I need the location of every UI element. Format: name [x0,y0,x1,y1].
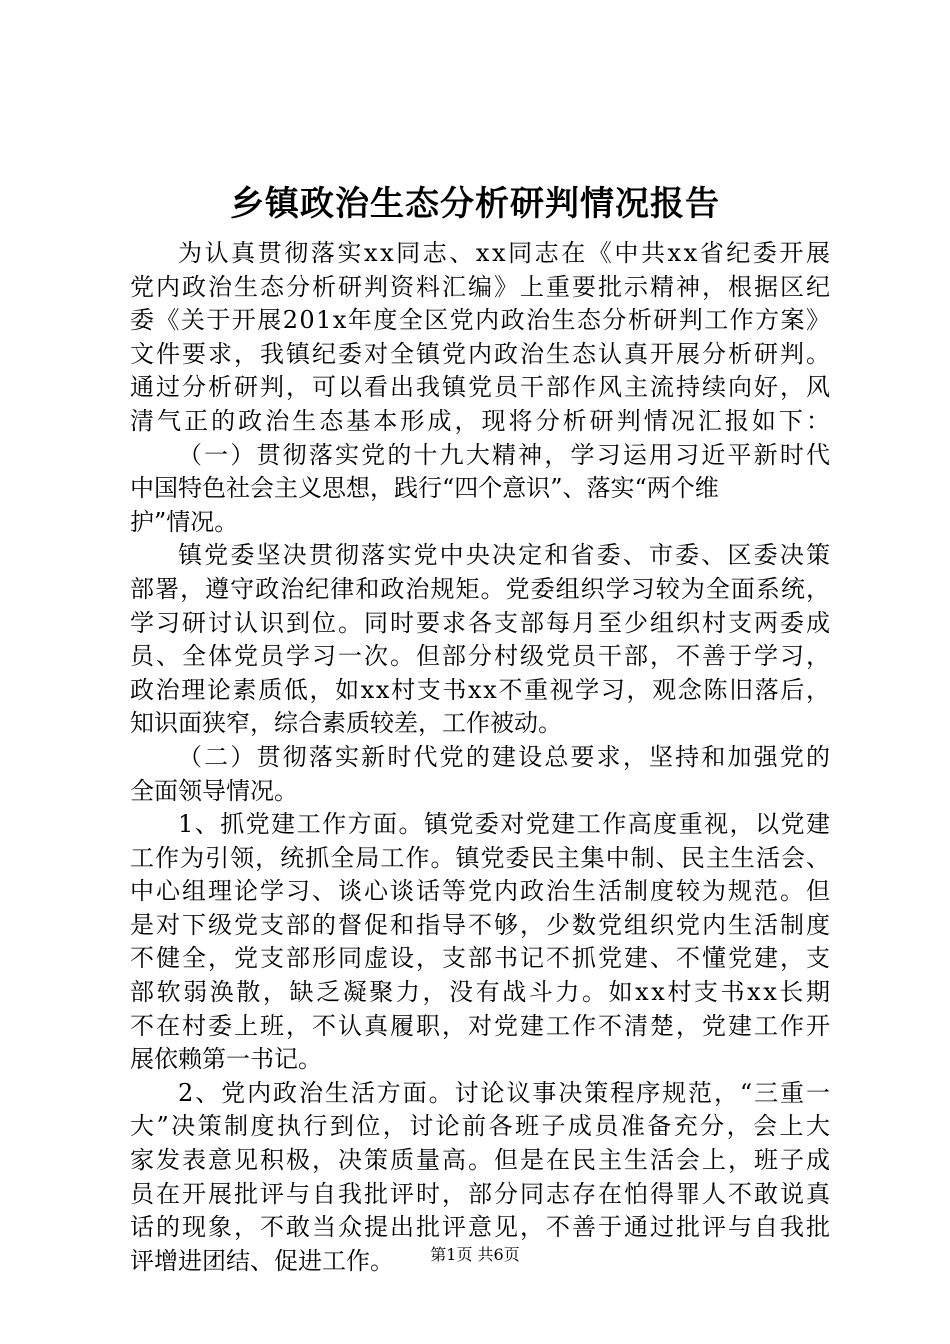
body-line-text: 通过分析研判，可以看出我镇党员干部作风主流持续向好，风 [130,373,832,402]
body-line-text: 镇党委坚决贯彻落实党中央决定和省委、市委、区委决策 [178,541,833,570]
body-line [130,271,830,305]
body-line-text: 1、抓党建工作方面。镇党委对党建工作高度重视，以党建 [178,810,832,839]
body-line [130,539,833,573]
body-line-text: （一）贯彻落实党的十九大精神，学习运用习近平新时代 [178,440,833,469]
body-line-text: 为认真贯彻落实xx同志、xx同志在《中共xx省纪委开展 [178,239,833,267]
body-line [130,1043,830,1077]
document-body [130,237,834,1278]
body-line-text: 评增进团结、促进工作。 [130,1246,394,1275]
body-line [130,1110,833,1144]
body-line [130,338,830,372]
body-line-text: 大”决策制度执行到位，讨论前各班子成员准备充分，会上大 [130,1112,833,1141]
body-line-text: （二）贯彻落实新时代党的建设总要求，坚持和加强党的 [178,742,833,771]
body-line-text: 清气正的政治生态基本形成，现将分析研判情况汇报如下： [130,406,834,435]
body-line-text: 知识面狭窄，综合素质较差，工作被动。 [130,709,562,738]
body-line-text: 员在开展批评与自我批评时，部分同志存在怕得罪人不敢说真 [130,1179,832,1208]
body-line [130,304,830,338]
body-line [130,808,830,842]
body-line-text: 家发表意见积极，决策质量高。但是在民主生活会上，班子成 [130,1146,832,1175]
body-line-text: 中心组理论学习、谈心谈话等党内政治生活制度较为规范。但 [130,877,832,906]
body-line [130,1211,830,1245]
body-line-text: 部署，遵守政治纪律和政治规矩。党委组织学习较为全面系统， [130,574,832,603]
body-line [130,237,833,271]
document-title: 乡镇政治生态分析研判情况报告 [230,184,720,224]
body-line [130,674,830,708]
body-line [130,875,830,909]
body-line-text: 中国特色社会主义思想，践行“四个意识”、落实“两个维 [130,474,719,503]
body-line-text: 不健全，党支部形同虚设，支部书记不抓党建、不懂党建，支 [130,944,832,973]
body-line-text: 员、全体党员学习一次。但部分村级党员干部，不善于学习， [130,642,832,671]
page-footer: 第1页 共6页 [430,1245,520,1264]
body-line [130,607,830,641]
body-line-text: 展依赖第一书记。 [130,1045,322,1074]
body-line-text: 不在村委上班，不认真履职，对党建工作不清楚，党建工作开 [130,1011,832,1040]
body-line [130,573,830,607]
body-line [130,741,833,775]
body-line-text: 党内政治生态分析研判资料汇编》上重要批示精神，根据区纪 [130,272,832,301]
body-line [130,640,830,674]
body-line [130,976,833,1010]
body-line-text: 护”情况。 [130,507,239,536]
body-line [130,1178,830,1212]
body-line [130,842,830,876]
body-line [130,405,834,439]
body-line-text: 工作为引领，统抓全局工作。镇党委民主集中制、民主生活会、 [130,843,832,872]
body-line [130,775,830,809]
body-line [130,371,830,405]
body-line-text: 文件要求，我镇纪委对全镇党内政治生态认真开展分析研判。 [130,339,832,368]
body-line [130,1077,830,1111]
body-line-text: 政治理论素质低，如xx村支书xx不重视学习，观念陈旧落后， [130,675,832,704]
body-line [130,1010,830,1044]
body-line [130,707,830,741]
body-line-text: 部软弱涣散，缺乏凝聚力，没有战斗力。如xx村支书xx长期 [130,978,833,1007]
body-line [130,942,830,976]
body-line [130,909,830,943]
body-line-text: 学习研讨认识到位。同时要求各支部每月至少组织村支两委成 [130,608,832,637]
body-line [130,1144,830,1178]
body-line-text: 2、党内政治生活方面。讨论议事决策程序规范，“三重一 [178,1078,832,1107]
body-line [130,472,830,506]
body-line-text: 是对下级党支部的督促和指导不够，少数党组织党内生活制度 [130,910,832,939]
body-line [130,506,830,540]
body-line-text: 全面领导情况。 [130,776,298,805]
body-line-text: 话的现象，不敢当众提出批评意见，不善于通过批评与自我批 [130,1213,832,1242]
body-line-text: 委《关于开展201x年度全区党内政治生态分析研判工作方案》 [130,306,832,335]
body-line [130,439,833,473]
